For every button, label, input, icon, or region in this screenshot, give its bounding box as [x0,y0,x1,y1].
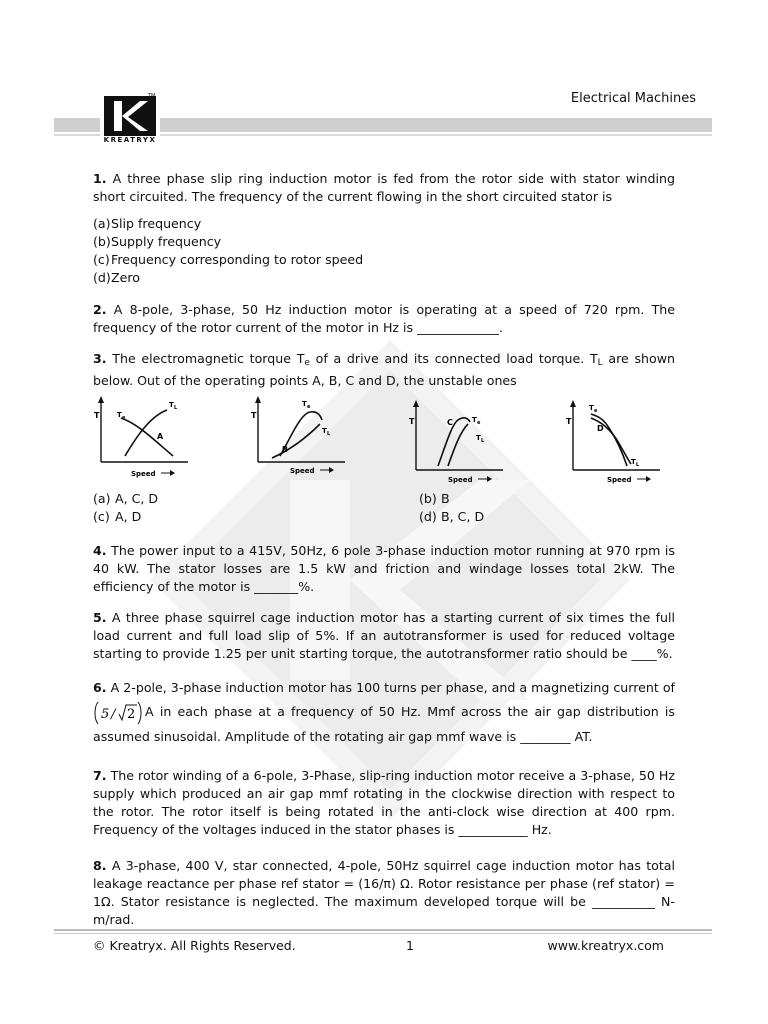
option-text: A, D [115,509,142,524]
question-text: are shown below. Out of the operating points A, B, C and D, the unstable ones [93,351,675,388]
option-text: B [441,491,450,506]
question-number: 7. [93,767,107,783]
option [93,508,419,526]
question-text: A three phase slip ring induction motor is fed from the rotor side with stator winding short circuited. The frequency of the current flowing in the short circuited stator is [93,171,675,204]
graph-d [565,394,675,486]
option-text: Zero [111,270,140,285]
question-4 [93,542,675,596]
subscript: e [476,420,481,426]
tl-label: T [475,434,481,442]
question-text: The power input to a 415V, 50Hz, 6 pole 3-phase induction motor running at 970 rpm is 40 kW. The stator losses are 1.5 kW and friction and windage losses total 2kW. The efficiency of the motor is _______%. [93,543,675,594]
option [93,215,675,233]
question-text: The rotor winding of a 6-pole, 3-Phase, slip-ring induction motor receive a 3-phase, 50 Hz supply which produced an air gap mmf rotating in the clockwise direction with respect to the rotor. The rotor itself is being rotated in the anti-clock wise direction at 400 rpm. Frequency of the voltages induced in the stator phases is ___________ Hz. [93,767,675,837]
question-text: A three phase squirrel cage induction motor has a starting current of six times the full load current and full load slip of 5%. If an autotransformer is used for reduced voltage starting to provide 1.25 per unit starting torque, the autotransformer ratio should be ____%. [93,610,675,661]
speed-label: Speed [447,476,473,484]
svg-text:/: / [111,706,116,722]
option [93,233,675,251]
question-number: 5. [93,610,107,625]
option-text: B, C, D [441,509,485,524]
option-text: Slip frequency [111,216,202,231]
option-text: Frequency corresponding to rotor speed [111,252,364,267]
option [419,508,675,526]
option [93,251,675,269]
question-6 [93,676,675,749]
option-text: A, C, D [115,491,159,506]
question-3 [93,350,675,390]
question-number: 4. [93,543,107,558]
point-label-a: A [157,432,164,441]
te-label: T [471,416,477,424]
subject-title: Electrical Machines [570,91,696,106]
graph-b [250,394,360,486]
question-3-options [93,490,675,526]
footer-copyright: © Kreatryx. All Rights Reserved. [93,938,296,953]
subscript: e [122,415,126,421]
speed-label: Speed [131,470,156,478]
option [93,490,419,508]
question-number: 6. [93,680,107,695]
te-label: T [302,400,308,408]
graph-a [93,394,203,486]
logo-icon [104,96,156,136]
option-label: (c) [93,509,110,524]
option [93,269,675,287]
question-number: 8. [93,857,107,873]
option-label: (a) [93,491,111,506]
graph-c [408,394,518,486]
question-list [93,170,675,942]
axis-label: T [408,417,415,426]
tl-label: T [630,458,636,466]
fraction-denominator: 2 [127,706,136,722]
question-8 [93,857,675,929]
point-label-c: C [446,418,453,427]
question-number: 3. [93,351,107,366]
fraction-numerator: 5 [101,706,110,722]
subscript: L [597,358,603,368]
question-text: A 3-phase, 400 V, star connected, 4-pole, 50Hz squirrel cage induction motor has total leakage reactance per phase ref stator = (16/π) Ω. Rotor resistance per phase (ref stator) = 1Ω. Stator resistance is neglected. The maximum developed torque will be __________ N-m/rad. [93,857,675,927]
torque-speed-graphs [93,394,675,486]
question-1-options [93,215,675,287]
option-label: (d) [419,509,437,524]
subscript: L [327,431,331,437]
te-curve [438,418,470,466]
logo-text: KREATRYX [103,136,157,144]
option-label: (d) [93,270,111,285]
question-text: A in each phase at a frequency of 50 Hz. Mmf across the air gap distribution is assumed sinusoidal. Amplitude of the rotating air gap mmf wave is ________ AT. [93,704,675,744]
subscript: L [480,438,484,444]
kreatryx-logo [100,96,160,144]
question-5 [93,609,675,663]
question-text: The electromagnetic torque T [112,351,305,366]
axis-label: T [94,411,100,420]
question-text: of a drive and its connected load torque. T [309,351,598,366]
axis-label: T [251,411,257,420]
subscript: e [307,404,311,410]
question-7 [93,767,675,839]
point-label-d: D [596,424,604,433]
footer-website[interactable]: www.kreatryx.com [547,938,664,953]
option [419,490,675,508]
option-text: Supply frequency [111,234,222,249]
option-label: (c) [93,252,110,267]
speed-label: Speed [606,476,632,484]
question-number: 2. [93,302,107,317]
te-label: T [588,404,594,412]
trademark: TM [148,93,156,99]
point-label-b: B [282,445,289,454]
option-label: (a) [93,216,111,231]
subscript: L [635,462,640,468]
te-curve [591,414,627,466]
question-2 [93,301,675,337]
tl-label: T [322,427,328,435]
subscript: e [593,408,598,414]
subscript: L [174,405,178,411]
option-label: (b) [93,234,111,249]
speed-label: Speed [290,467,315,475]
footer-page-number: 1 [406,938,414,953]
sqrt-fraction [93,701,143,725]
te-label: T [117,411,122,419]
subscript: e [304,358,310,368]
tl-label: T [169,401,174,409]
option-label: (b) [419,491,437,506]
question-text: A 8-pole, 3-phase, 50 Hz induction motor is operating at a speed of 720 rpm. The frequency of the rotor current of the motor in Hz is _____________. [93,302,675,335]
question-text: A 2-pole, 3-phase induction motor has 100 turns per phase, and a magnetizing current of [110,680,675,695]
question-number: 1. [93,171,107,186]
tl-curve [272,424,320,458]
axis-label: T [565,417,572,426]
question-1 [93,170,675,206]
